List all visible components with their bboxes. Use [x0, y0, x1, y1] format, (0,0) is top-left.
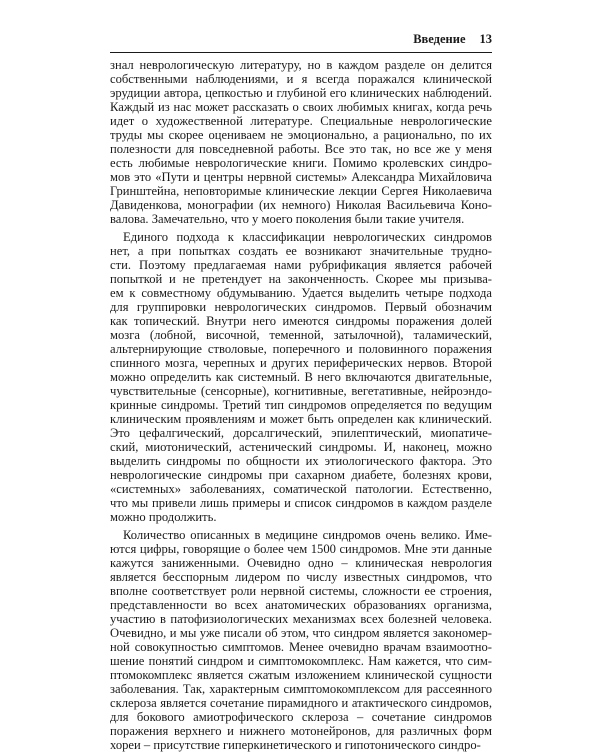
text-line: собственными наблюдениями, и я всегда поражался клинической [110, 72, 492, 86]
text-line: ются цифры, говорящие о более чем 1500 синдромов. Мне эти данные [110, 542, 492, 556]
text-line: склероза является сочетание пирамидного и атактического синдромов, [110, 696, 492, 710]
text-line: эрудиции автора, цепкостью и глубиной его клинических наблюдений. [110, 86, 492, 100]
text-line: чувствительные (сенсорные), когнитивные, вегетативные, нейроэндо- [110, 384, 492, 398]
text-line: вполне соответствует роли нервной системы, сложности ее строения, [110, 584, 492, 598]
text-line: Единого подхода к классификации неврологических синдромов [123, 230, 492, 244]
text-line: клиническим проявлениям и может быть определен как клинический. [110, 412, 492, 426]
text-line: как топический. Внутри него имеются синдромы поражения долей [110, 314, 492, 328]
text-line: Очевидно, и мы уже писали об этом, что синдром является закономер- [110, 626, 492, 640]
text-line: есть любимые неврологические книги. Помимо кролевских синдро- [110, 156, 492, 170]
text-line: труды мы скорее оцениваем не эмоционально, а рационально, по их [110, 128, 492, 142]
text-line: Это цефалгический, дорсалгический, эпилептический, миопатиче- [110, 426, 492, 440]
text-line: мозга (лобной, височной, теменной, затылочной), таламический, [110, 328, 492, 342]
text-line: хореи – присутствие гиперкинетического и гипотонического синдро- [110, 738, 481, 752]
text-line: «системных» заболеваниях, соматической патологии. Естественно, [110, 482, 492, 496]
text-line: птомокомплекс является сжатым изложением клинической сущности [110, 668, 492, 682]
text-line: Каждый из нас может рассказать о своих любимых книгах, когда речь [110, 100, 492, 114]
text-line: для группировки неврологических синдромов. Первый обозначим [110, 300, 492, 314]
running-head [110, 32, 492, 53]
text-line: нет, а при попытках создать ее возникают значительные трудно- [110, 244, 492, 258]
paragraph [110, 230, 492, 524]
page-number: 13 [479, 32, 492, 46]
text-line: альтернирующие стволовые, поперечного и половинного поражения [110, 342, 492, 356]
text-line: ский, миотонический, астенический синдромы. И, наконец, можно [110, 440, 492, 454]
text-line: является бесспорным лидером по числу известных синдромов, что [110, 570, 492, 584]
text-line: что мы привели лишь примеры и список синдромов в каждом разделе [110, 496, 492, 510]
text-line: валова. Замечательно, что у моего поколения были такие учителя. [110, 212, 465, 226]
text-line: ной совокупностью симптомов. Менее очевидно врачам взаимоотно- [110, 640, 492, 654]
text-line: можно определить как системный. В него включаются двигательные, [110, 370, 492, 384]
text-line: спинного мозга, черепных и других периферических нервов. Второй [110, 356, 492, 370]
body-text [110, 58, 492, 752]
section-title: Введение [413, 32, 466, 46]
text-line: попыткой и не претендует на законченность. Скорее мы призыва- [110, 272, 492, 286]
book-page [110, 32, 492, 752]
text-line: ем к совместному обдумыванию. Удается выделить четыре подхода [110, 286, 492, 300]
text-line: выделить синдромы по общности их этиологического фактора. Это [110, 454, 492, 468]
text-line: мов это «Пути и центры нервной системы» Александра Михайловича [110, 170, 492, 184]
text-line: сти. Поэтому предлагаемая нами рубрификация является рабочей [110, 258, 492, 272]
text-line: неврологические синдромы при сахарном диабете, болезнях крови, [110, 468, 492, 482]
text-line: участию в патофизиологических механизмах всех болезней человека. [110, 612, 492, 626]
text-line: для бокового амиотрофического склероза – сочетание синдромов [110, 710, 492, 724]
text-line: кажутся заниженными. Очевидно одно – клиническая неврология [110, 556, 492, 570]
text-line: Гринштейна, неповторимые клинические лекции Сергея Николаевича [110, 184, 492, 198]
text-line: полезности для повседневной работы. Все это так, но все же у меня [110, 142, 492, 156]
text-line: представленности во всех анатомических образованиях организма, [110, 598, 492, 612]
text-line: Давиденкова, монографии (их немного) Николая Васильевича Коно- [110, 198, 492, 212]
text-line: Количество описанных в медицине синдромов очень велико. Име- [123, 528, 492, 542]
text-line: заболевания. Так, характерным симптомокомплексом для рассеянного [110, 682, 492, 696]
text-line: кринные синдромы. Третий тип синдромов определяется по ведущим [110, 398, 492, 412]
text-line: можно продолжить. [110, 510, 217, 524]
text-line: шение понятий синдром и симптомокомплекс. Нам кажется, что сим- [110, 654, 492, 668]
text-line: поражения верхнего и нижнего мотонейронов, для различных форм [110, 724, 492, 738]
paragraph [110, 58, 492, 226]
text-line: знал неврологическую литературу, но в каждом разделе он делится [110, 58, 492, 72]
paragraph [110, 528, 492, 752]
text-line: идет о художественной литературе. Специальные неврологические [110, 114, 492, 128]
